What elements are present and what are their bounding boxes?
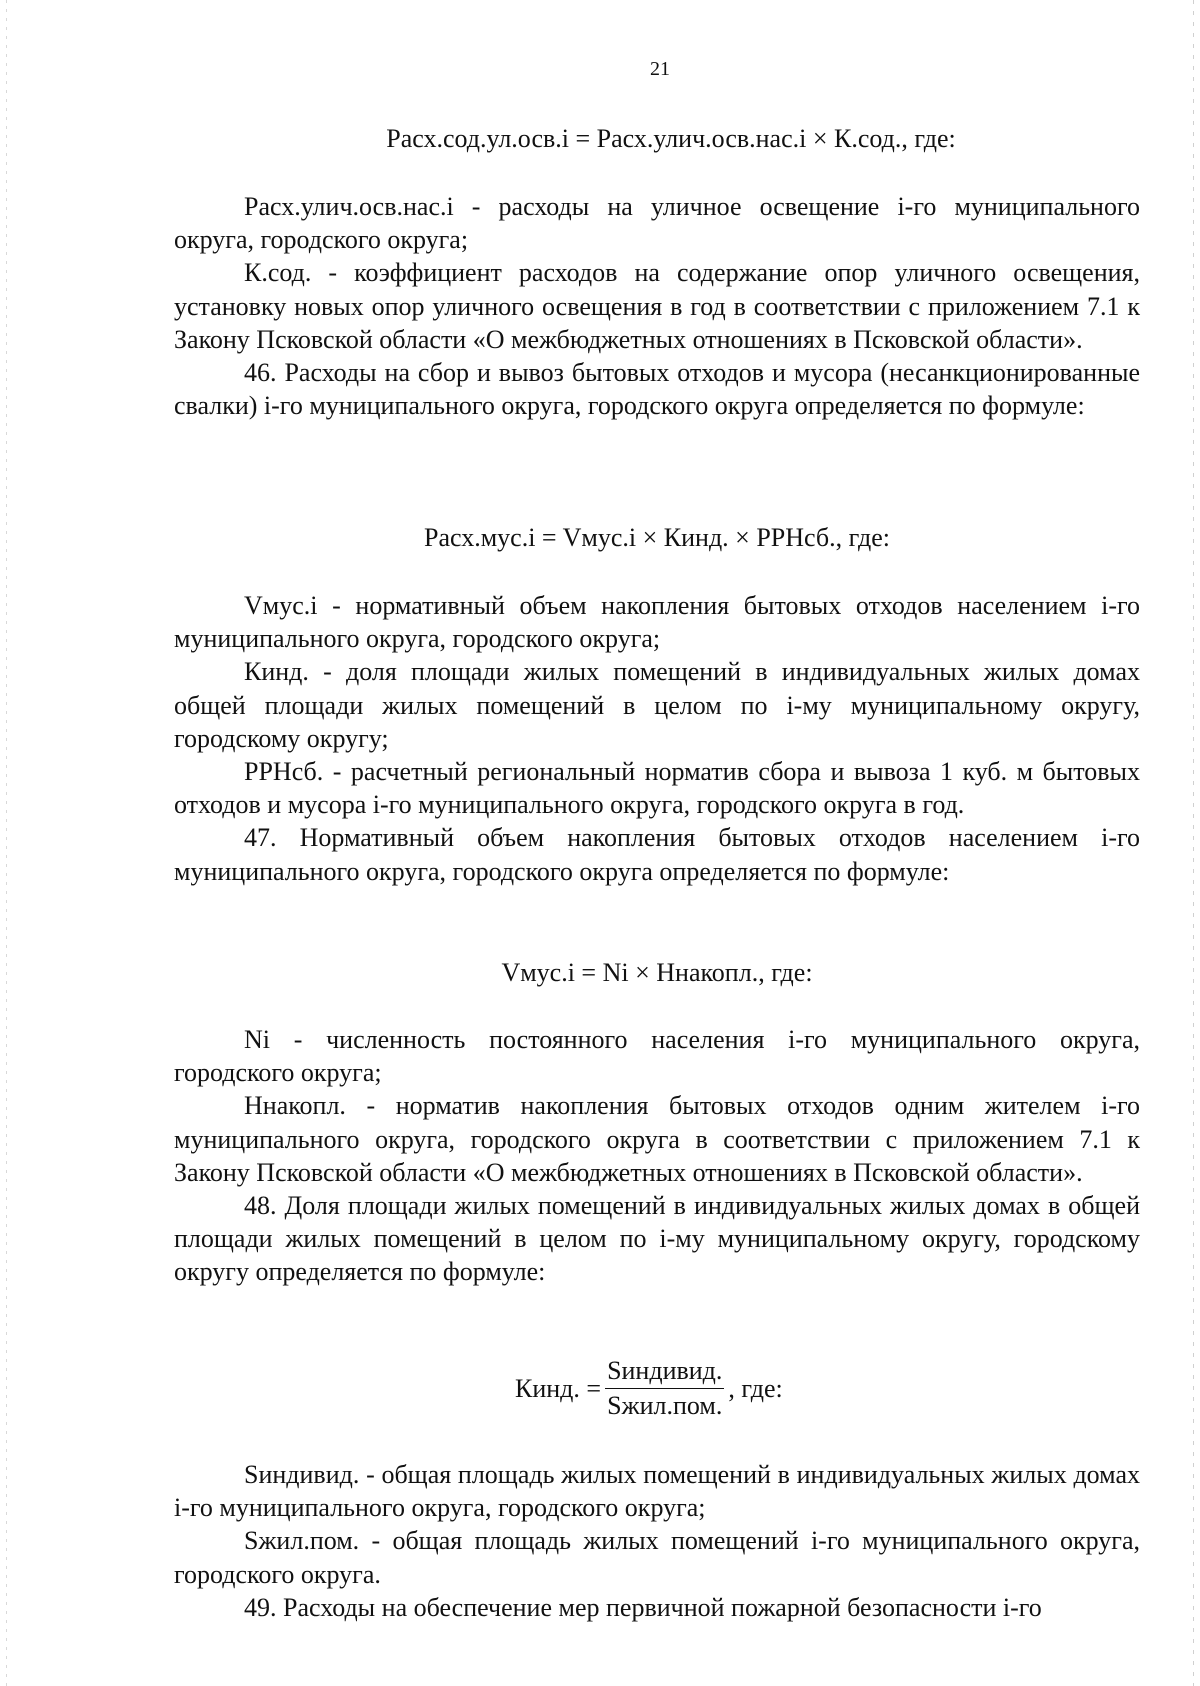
paragraph-szhilpom-definition: Sжил.пом. - общая площадь жилых помещений i-го муниципального округа, городского округа. xyxy=(174,1526,1140,1589)
text-block-3 xyxy=(174,1023,1140,1289)
text-block-1 xyxy=(174,190,1140,422)
text-block-2 xyxy=(174,589,1140,888)
paragraph-ni-definition: Ni - численность постоянного населения i-го муниципального округа, городского округа; xyxy=(174,1025,1140,1088)
fraction-numerator: Sиндивид. xyxy=(605,1356,724,1389)
paragraph-rrnsb-definition: РРНсб. - расчетный региональный норматив сбора и вывоза 1 куб. м бытовых отходов и мусора i-го муниципального округа, городского округа в год. xyxy=(174,757,1140,820)
formula-waste-expenses: Расх.мус.i = Vмус.i × Кинд. × РРНсб., где: xyxy=(424,523,890,552)
paragraph-vmus-definition: Vмус.i - нормативный объем накопления бытовых отходов населением i-го муниципального округа, городского округа; xyxy=(174,591,1140,654)
paragraph-street-lighting-expenses: Расх.улич.осв.нас.i - расходы на уличное освещение i-го муниципального округа, городского округа; xyxy=(174,192,1140,255)
formula-waste-volume: Vмус.i = Ni × Ннакопл., где: xyxy=(501,958,813,987)
paragraph-maintenance-coefficient: К.сод. - коэффициент расходов на содержание опор уличного освещения, установку новых опор уличного освещения в год в соответствии с приложением 7.1 к Закону Псковской области «О межбюджетных отношениях в Псковской области». xyxy=(174,258,1140,354)
paragraph-47-waste-volume: 47. Нормативный объем накопления бытовых отходов населением i-го муниципального округа, городского округа определяется по формуле: xyxy=(174,823,1140,886)
page-number: 21 xyxy=(650,58,670,80)
scan-edge-left xyxy=(6,0,7,1686)
paragraph-49-fire-safety: 49. Расходы на обеспечение мер первичной пожарной безопасности i-го xyxy=(244,1592,1042,1622)
paragraph-sindivid-definition: Sиндивид. - общая площадь жилых помещений в индивидуальных жилых домах i-го муниципального округа, городского округа; xyxy=(174,1460,1140,1523)
formula-lhs: Кинд. = xyxy=(515,1373,602,1403)
formula-suffix: , где: xyxy=(728,1373,783,1403)
fraction xyxy=(605,1356,724,1421)
fraction-denominator: Sжил.пом. xyxy=(607,1391,723,1420)
paragraph-kind-definition: Кинд. - доля площади жилых помещений в индивидуальных жилых домах общей площади жилых помещений в целом по i-му муниципальному округу, городскому округу; xyxy=(174,657,1140,753)
paragraph-46-waste-removal: 46. Расходы на сбор и вывоз бытовых отходов и мусора (несанкционированные свалки) i-го муниципального округа, городского округа определяется по формуле: xyxy=(174,358,1140,421)
scan-edge-right xyxy=(1193,0,1194,1686)
formula-street-lighting-maintenance: Расх.сод.ул.осв.i = Расх.улич.осв.нас.i × К.сод., где: xyxy=(386,124,956,153)
paragraph-nnakopl-definition: Ннакопл. - норматив накопления бытовых отходов одним жителем i-го муниципального округа, городского округа в соответствии с приложением 7.1 к Закону Псковской области «О межбюджетных отношениях в Псковской области». xyxy=(174,1091,1140,1187)
paragraph-48-housing-share: 48. Доля площади жилых помещений в индивидуальных жилых домах в общей площади жилых помещений в целом по i-му муниципальному округу, городскому округу определяется по формуле: xyxy=(174,1191,1140,1287)
text-block-4 xyxy=(174,1458,1140,1624)
formula-housing-share xyxy=(515,1356,783,1421)
